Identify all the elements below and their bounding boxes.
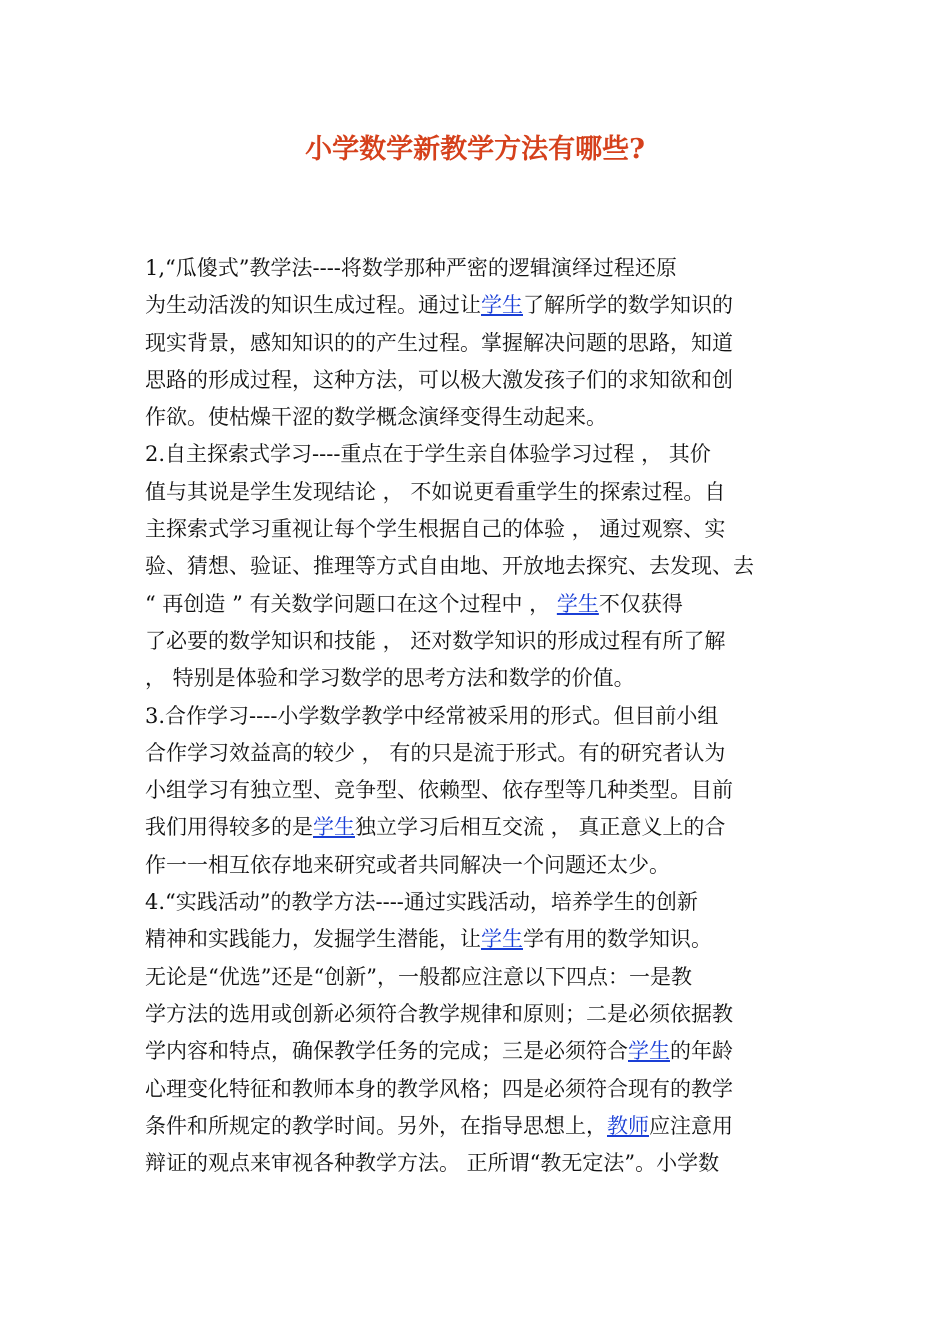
- text-line: [145, 1145, 811, 1182]
- text-line: [145, 325, 811, 362]
- text-run: 学内容和特点，确保教学任务的完成；三是必须符合: [145, 1039, 628, 1064]
- keyword-link[interactable]: 学生: [628, 1039, 670, 1064]
- keyword-link[interactable]: 学生: [313, 815, 355, 840]
- text-line: [145, 698, 811, 735]
- text-run: 3.合作学习----小学数学教学中经常被采用的形式。但目前小组: [145, 703, 719, 728]
- document-title: 小学数学新教学方法有哪些?: [305, 134, 645, 165]
- text-run: 思路的形成过程，这种方法，可以极大激发孩子们的求知欲和创: [145, 367, 733, 392]
- text-run: 了必要的数学知识和技能 ， 还对数学知识的形成过程有所了解: [145, 628, 726, 653]
- text-line: [145, 772, 811, 809]
- text-run: 条件和所规定的教学时间。另外，在指导思想上，: [145, 1113, 607, 1138]
- text-run: 独立学习后相互交流 ， 真正意义上的合: [355, 815, 726, 840]
- text-run: 主探索式学习重视让每个学生根据自己的体验 ， 通过观察、实: [145, 517, 726, 542]
- text-line: [145, 1071, 811, 1108]
- text-line: [145, 959, 811, 996]
- text-run: 值与其说是学生发现结论 ， 不如说更看重学生的探索过程。自: [145, 479, 726, 504]
- text-line: [145, 660, 811, 697]
- text-run: 无论是“优选”还是“创新”，一般都应注意以下四点：一是教: [145, 964, 692, 989]
- text-line: [145, 921, 811, 958]
- text-run: 作欲。使枯燥干涩的数学概念演绎变得生动起来。: [145, 405, 607, 430]
- keyword-link[interactable]: 学生: [481, 293, 523, 318]
- text-run: 现实背景，感知知识的的产生过程。掌握解决问题的思路，知道: [145, 330, 733, 355]
- text-line: [145, 884, 811, 921]
- text-line: [145, 847, 811, 884]
- text-run: 应注意用: [649, 1113, 733, 1138]
- text-run: 辩证的观点来审视各种教学方法。 正所谓“教无定法”。小学数: [145, 1151, 720, 1176]
- text-line: [145, 996, 811, 1033]
- text-line: [145, 287, 811, 324]
- text-line: [145, 436, 811, 473]
- text-run: 4.“实践活动”的教学方法----通过实践活动，培养学生的创新: [145, 890, 698, 915]
- text-run: 的年龄: [670, 1039, 733, 1064]
- document-body: [145, 250, 811, 1182]
- text-line: [145, 399, 811, 436]
- text-line: [145, 809, 811, 846]
- text-line: [145, 1033, 811, 1070]
- text-run: 学方法的选用或创新必须符合教学规律和原则；二是必须依据教: [145, 1001, 733, 1026]
- text-run: “ 再创造 ” 有关数学问题口在这个过程中 ，: [145, 591, 557, 616]
- text-run: 合作学习效益高的较少 ， 有的只是流于形式。有的研究者认为: [145, 740, 726, 765]
- text-run: ， 特别是体验和学习数学的思考方法和数学的价值。: [145, 666, 635, 691]
- text-line: [145, 548, 811, 585]
- keyword-link[interactable]: 学生: [556, 591, 599, 616]
- text-line: [145, 362, 811, 399]
- text-run: 1,“瓜傻式”教学法----将数学那种严密的逻辑演绎过程还原: [145, 256, 677, 280]
- text-run: 不仅获得: [598, 591, 683, 616]
- text-run: 小组学习有独立型、竞争型、依赖型、依存型等几种类型。目前: [145, 778, 733, 803]
- text-run: 学有用的数学知识。: [523, 927, 712, 952]
- text-run: 了解所学的数学知识的: [523, 293, 733, 318]
- text-run: 精神和实践能力，发掘学生潜能，让: [145, 927, 481, 952]
- text-run: 为生动活泼的知识生成过程。通过让: [145, 293, 481, 318]
- text-run: 作一一相互依存地来研究或者共同解决一个问题还太少。: [145, 852, 670, 877]
- text-line: [145, 511, 811, 548]
- text-line: [145, 735, 811, 772]
- keyword-link[interactable]: 学生: [481, 927, 523, 952]
- text-run: 验、猜想、验证、推理等方式自由地、开放地去探究、去发现、去: [145, 554, 754, 579]
- text-line: [145, 474, 811, 511]
- text-run: 心理变化特征和教师本身的教学风格；四是必须符合现有的教学: [145, 1076, 733, 1101]
- text-line: [145, 1108, 811, 1145]
- text-run: 2.自主探索式学习----重点在于学生亲自体验学习过程 ， 其价: [145, 442, 711, 467]
- text-line: [145, 586, 811, 623]
- text-line: [145, 623, 811, 660]
- keyword-link[interactable]: 教师: [607, 1113, 649, 1138]
- text-line: [145, 250, 811, 287]
- text-run: 我们用得较多的是: [145, 815, 313, 840]
